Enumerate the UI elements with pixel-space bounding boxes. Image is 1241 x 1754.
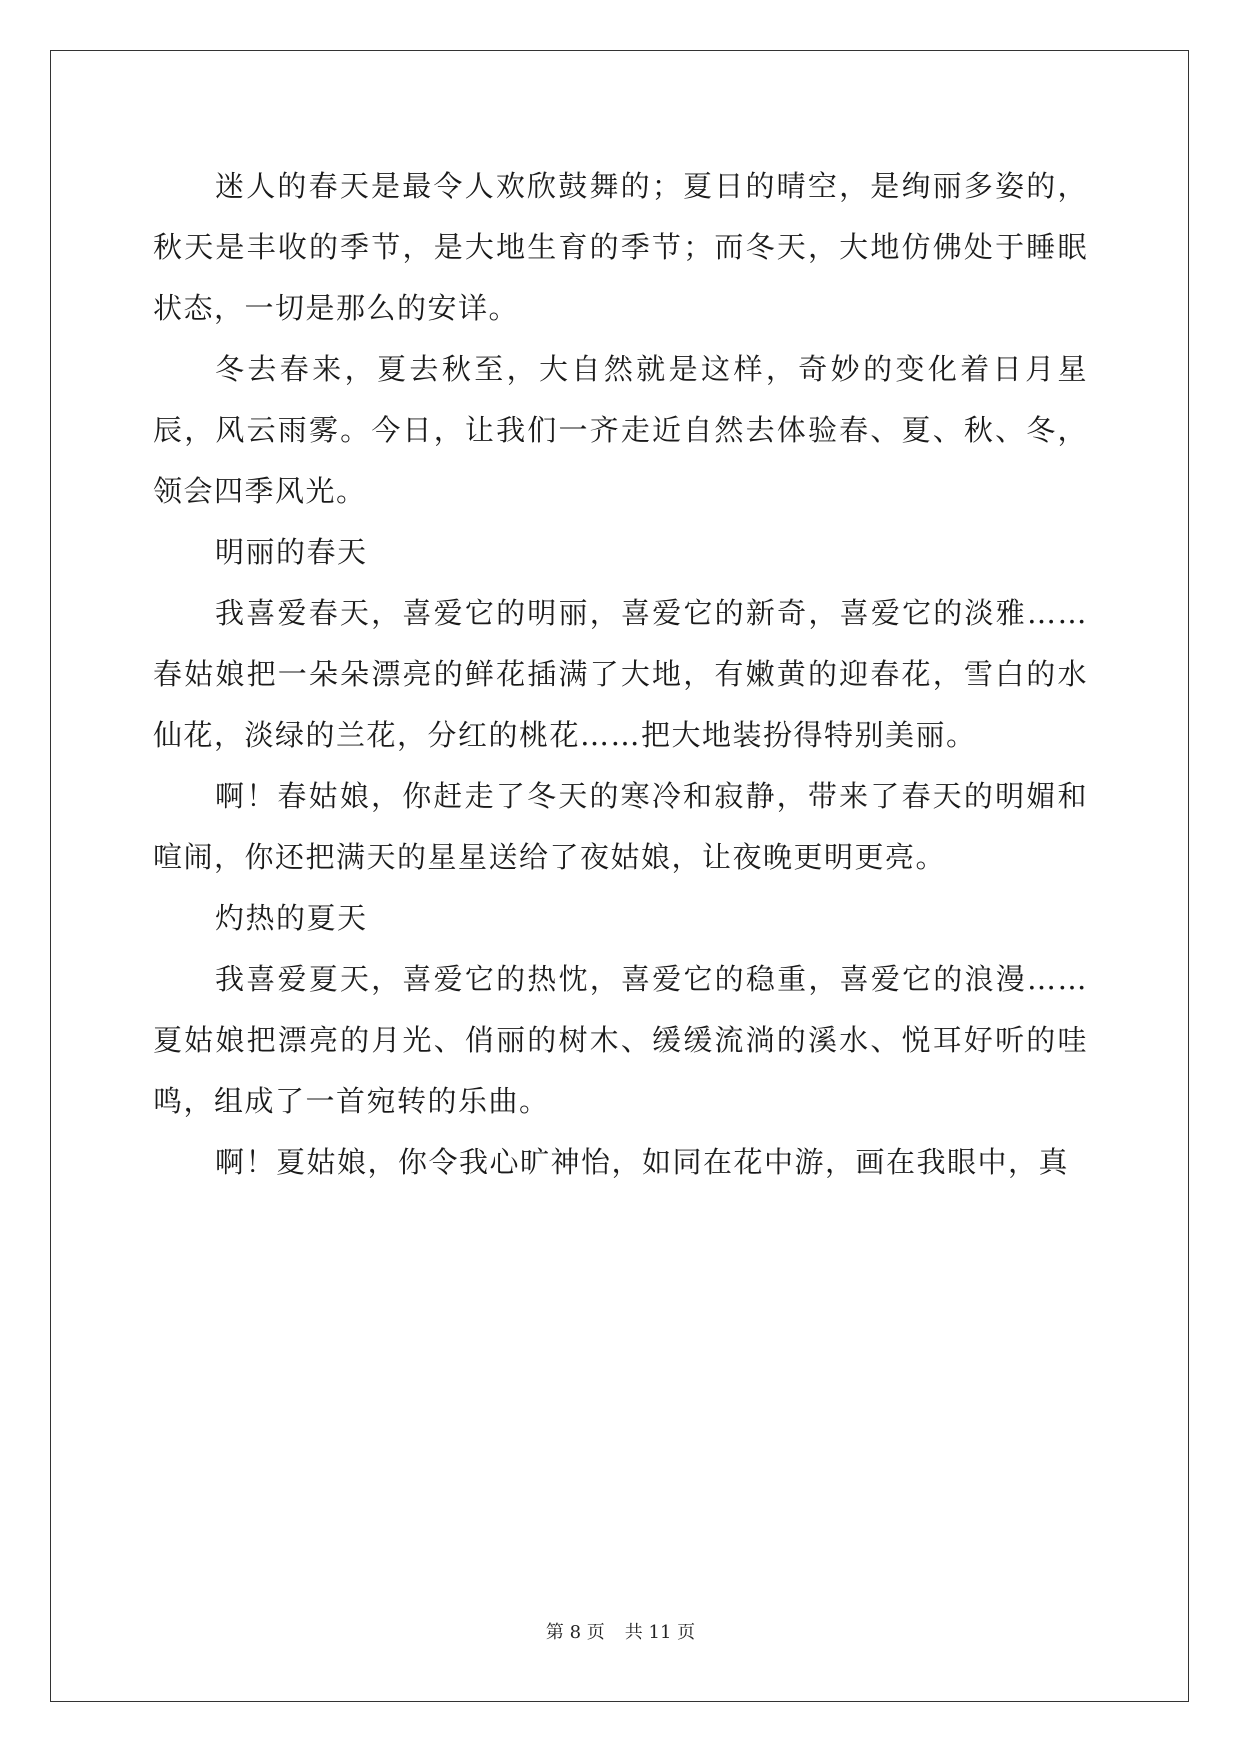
- page-footer: [0, 1618, 1241, 1644]
- paragraph-spring-1: 我喜爱春天，喜爱它的明丽，喜爱它的新奇，喜爱它的淡雅……春姑娘把一朵朵漂亮的鲜花插满了大地，有嫩黄的迎春花，雪白的水仙花，淡绿的兰花，分红的桃花……把大地装扮得特别美丽。: [153, 596, 1088, 752]
- document-body: [153, 156, 1088, 1193]
- section-heading-summer: 灼热的夏天: [215, 901, 368, 935]
- paragraph-intro: 迷人的春天是最令人欢欣鼓舞的；夏日的晴空，是绚丽多姿的，秋天是丰收的季节，是大地生育的季节；而冬天，大地仿佛处于睡眠状态，一切是那么的安详。: [153, 169, 1088, 325]
- paragraph-summer-1: 我喜爱夏天，喜爱它的热忱，喜爱它的稳重，喜爱它的浪漫……夏姑娘把漂亮的月光、俏丽的树木、缓缓流淌的溪水、悦耳好听的哇鸣，组成了一首宛转的乐曲。: [153, 962, 1088, 1118]
- paragraph-summer-2: 啊！夏姑娘，你令我心旷神怡，如同在花中游，画在我眼中，真: [215, 1145, 1070, 1179]
- section-heading-spring: 明丽的春天: [215, 535, 368, 569]
- page-number: 第 8 页: [545, 1622, 605, 1643]
- paragraph-spring-2: 啊！春姑娘，你赶走了冬天的寒冷和寂静，带来了春天的明媚和喧闹，你还把满天的星星送给了夜姑娘，让夜晚更明更亮。: [153, 779, 1088, 874]
- paragraph-seasons: 冬去春来，夏去秋至，大自然就是这样，奇妙的变化着日月星辰，风云雨雾。今日，让我们一齐走近自然去体验春、夏、秋、冬，领会四季风光。: [153, 352, 1088, 508]
- page-total: 共 11 页: [624, 1622, 696, 1643]
